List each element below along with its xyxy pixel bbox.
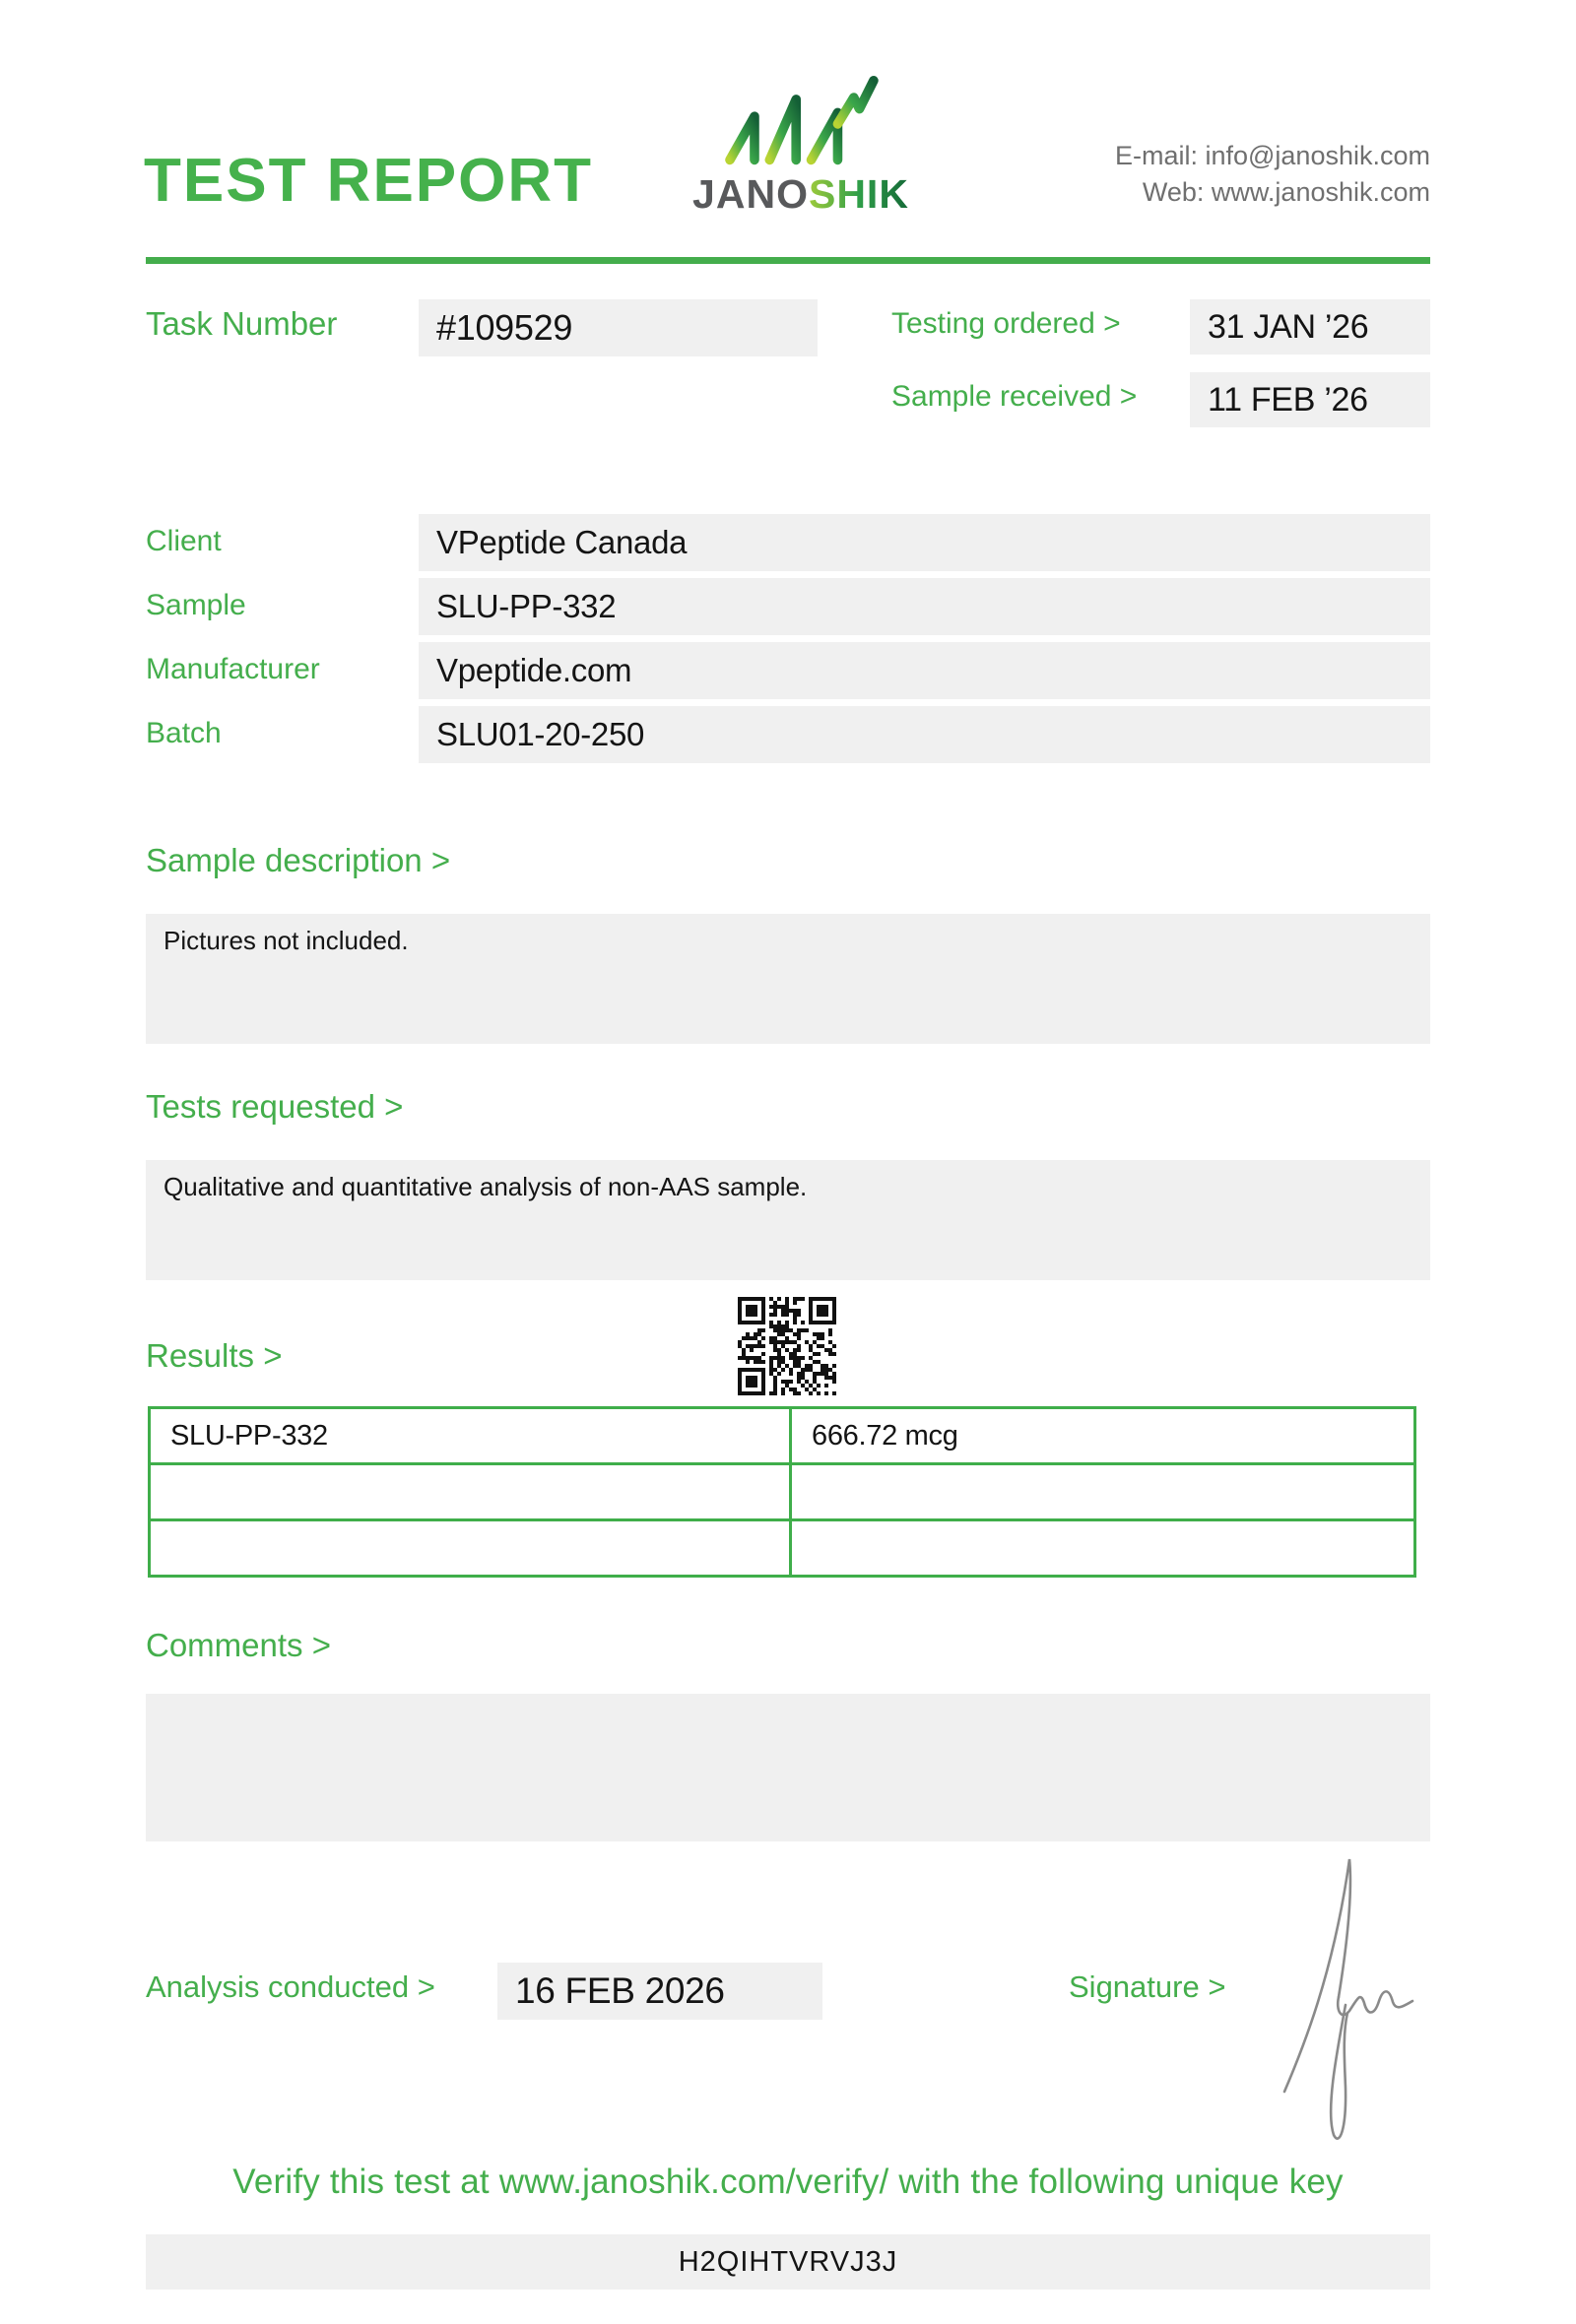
sample-received-label: Sample received > <box>891 380 1138 413</box>
result-value-cell <box>792 1465 1413 1518</box>
rising-chart-icon <box>718 75 884 169</box>
result-value-cell: 666.72 mcg <box>792 1409 1413 1462</box>
result-name-cell: SLU-PP-332 <box>151 1409 789 1462</box>
result-value-cell <box>792 1521 1413 1575</box>
batch-label: Batch <box>146 717 222 749</box>
result-name-cell <box>151 1465 789 1518</box>
email-line: E-mail: info@janoshik.com <box>1114 141 1430 170</box>
sample-value: SLU-PP-332 <box>436 588 617 624</box>
comments-heading: Comments > <box>146 1627 331 1663</box>
sample-description-box <box>146 914 1430 1044</box>
batch-value: SLU01-20-250 <box>436 716 645 752</box>
header-divider <box>146 257 1430 264</box>
logo-text-shik: SHIK <box>808 171 909 217</box>
analysis-date-field <box>497 1963 822 2020</box>
manufacturer-field <box>419 642 1430 699</box>
web-line: Web: www.janoshik.com <box>1142 177 1430 207</box>
contact-block <box>1115 138 1430 211</box>
results-table <box>148 1406 1416 1578</box>
signature-label: Signature > <box>1069 1969 1226 2004</box>
sample-field <box>419 578 1430 635</box>
client-label: Client <box>146 525 222 557</box>
sample-label: Sample <box>146 589 246 621</box>
batch-field <box>419 706 1430 763</box>
results-heading: Results > <box>146 1337 283 1374</box>
manufacturer-value: Vpeptide.com <box>436 652 632 688</box>
sample-received-field <box>1190 372 1430 427</box>
manufacturer-label: Manufacturer <box>146 653 320 685</box>
qr-code-image <box>737 1296 837 1396</box>
sample-description-text: Pictures not included. <box>164 926 409 955</box>
logo-text-jano: JANO <box>692 171 809 217</box>
testing-ordered-field <box>1190 299 1430 355</box>
verify-instruction: Verify this test at www.janoshik.com/verify/ with the following unique key <box>232 2163 1344 2201</box>
tests-requested-text: Qualitative and quantitative analysis of non-AAS sample. <box>164 1172 808 1201</box>
task-number-label: Task Number <box>146 305 338 342</box>
janoshik-logo <box>678 75 924 218</box>
unique-key-box <box>146 2234 1430 2290</box>
comments-box <box>146 1694 1430 1841</box>
task-number-value: #109529 <box>436 307 573 348</box>
tests-requested-heading: Tests requested > <box>146 1088 404 1125</box>
page-title: TEST REPORT <box>144 147 594 215</box>
sample-description-heading: Sample description > <box>146 842 451 878</box>
signature-image <box>1269 1847 1426 2148</box>
task-number-field <box>419 299 818 356</box>
client-field <box>419 514 1430 571</box>
client-value: VPeptide Canada <box>436 524 688 560</box>
tests-requested-box <box>146 1160 1430 1280</box>
testing-ordered-value: 31 JAN ’26 <box>1208 307 1369 346</box>
testing-ordered-label: Testing ordered > <box>891 307 1121 340</box>
result-name-cell <box>151 1521 789 1575</box>
logo-wordmark <box>678 171 924 218</box>
analysis-date-value: 16 FEB 2026 <box>515 1970 725 2011</box>
analysis-conducted-label: Analysis conducted > <box>146 1969 435 2004</box>
unique-key-value: H2QIHTVRVJ3J <box>678 2245 898 2278</box>
sample-received-value: 11 FEB ’26 <box>1208 380 1368 419</box>
